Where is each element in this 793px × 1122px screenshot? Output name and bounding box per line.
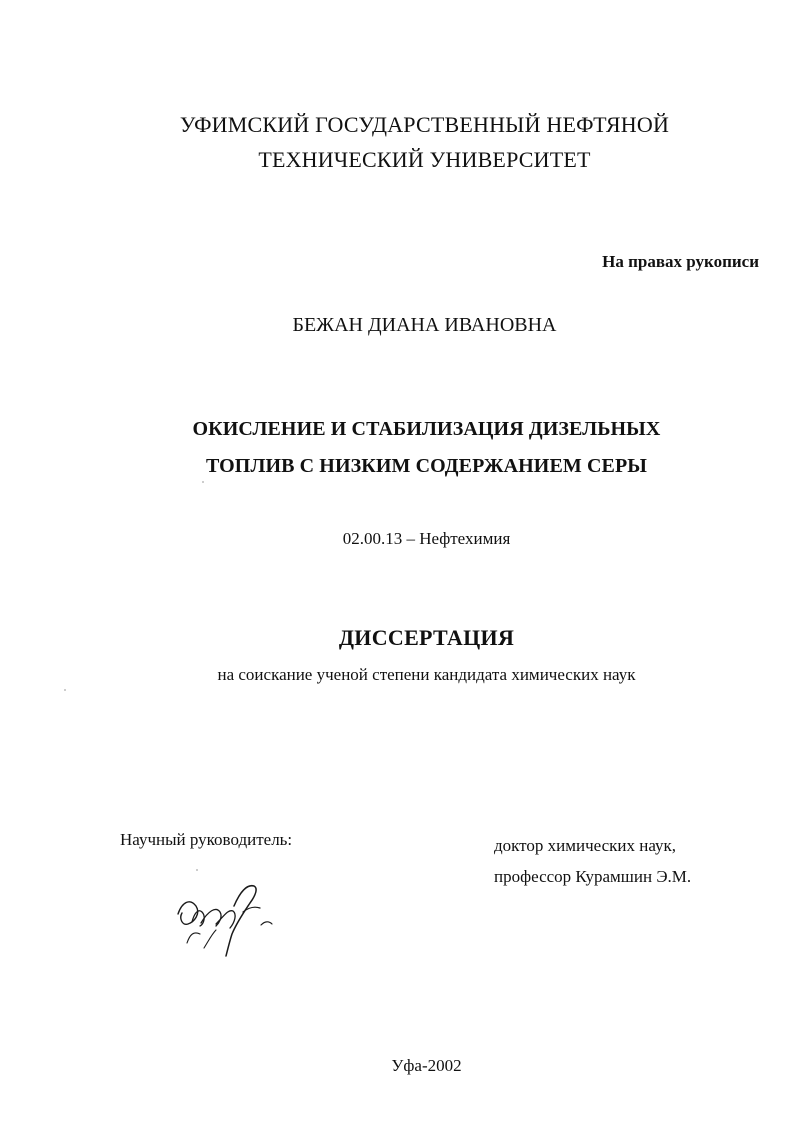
- specialty-code: 02.00.13 – Нефтехимия: [342, 529, 511, 548]
- manuscript-rights-note: На правах рукописи: [602, 252, 759, 271]
- scan-speck: [64, 689, 66, 691]
- degree-description: на соискание ученой степени кандидата химических наук: [217, 665, 636, 684]
- university-line-2: ТЕХНИЧЕСКИЙ УНИВЕРСИТЕТ: [258, 147, 591, 172]
- thesis-title-line-1: ОКИСЛЕНИЕ И СТАБИЛИЗАЦИЯ ДИЗЕЛЬНЫХ: [192, 418, 661, 440]
- signature-icon: [170, 878, 280, 968]
- supervisor-name: профессор Курамшин Э.М.: [494, 867, 692, 886]
- supervisor-degree: доктор химических наук,: [494, 836, 677, 855]
- author-name: БЕЖАН ДИАНА ИВАНОВНА: [292, 314, 557, 336]
- supervisor-info: [494, 830, 691, 892]
- city-year: Уфа-2002: [391, 1056, 462, 1075]
- dissertation-label: ДИССЕРТАЦИЯ: [338, 625, 515, 650]
- university-line-1: УФИМСКИЙ ГОСУДАРСТВЕННЫЙ НЕФТЯНОЙ: [179, 112, 670, 137]
- supervisor-label: Научный руководитель:: [120, 830, 293, 849]
- scan-speck: [196, 869, 198, 871]
- scan-speck: [202, 481, 204, 483]
- thesis-title-line-2: ТОПЛИВ С НИЗКИМ СОДЕРЖАНИЕМ СЕРЫ: [205, 455, 648, 477]
